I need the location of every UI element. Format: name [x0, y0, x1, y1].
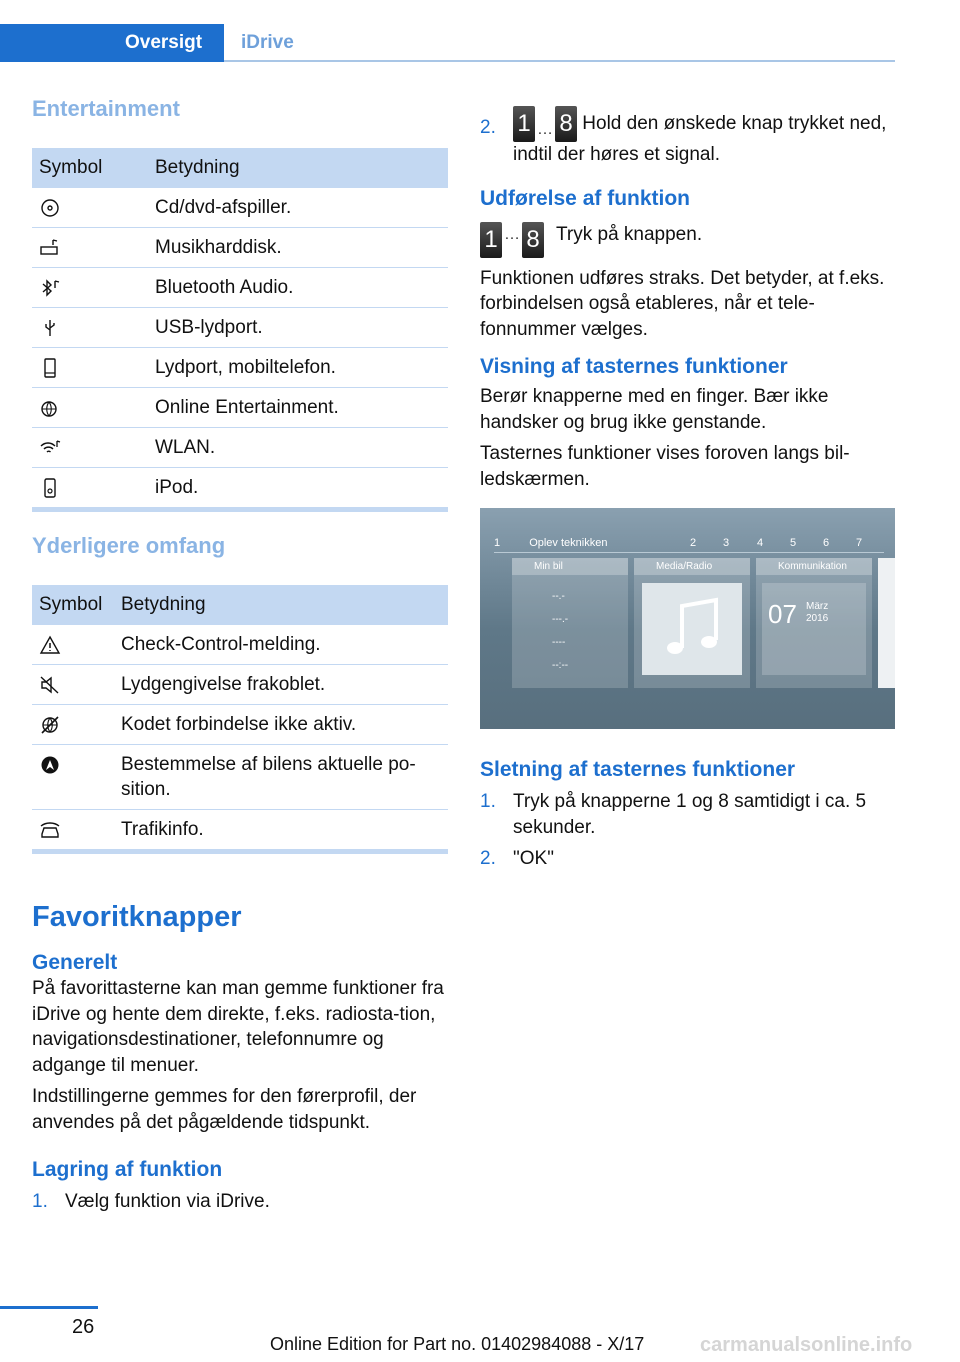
- mobile-phone-icon: [39, 358, 61, 378]
- list-text: Tryk på knapperne 1 og 8 samtidigt i ca. 5 sekunder.: [513, 791, 867, 838]
- bar-number: 5: [790, 537, 797, 549]
- encrypted-off-icon: [39, 715, 61, 735]
- row-text: iPod.: [148, 468, 448, 510]
- table-row: [32, 705, 448, 745]
- col-meaning: Betydning: [148, 148, 448, 188]
- tile-value: ----: [552, 637, 566, 648]
- bluetooth-audio-icon: [39, 278, 61, 298]
- traffic-info-icon: [39, 820, 61, 840]
- key-dots: …: [504, 225, 520, 243]
- tile-kommunikation: [756, 558, 872, 688]
- favorites-title: Favoritknapper: [32, 901, 242, 933]
- wlan-icon: [39, 438, 61, 458]
- table-row: [32, 810, 448, 852]
- exec-title: Udførelse af funktion: [480, 186, 691, 210]
- ipod-icon: [39, 478, 61, 498]
- album-art: [642, 583, 742, 675]
- next-tile: [878, 558, 895, 688]
- col-symbol: Symbol: [32, 585, 114, 625]
- show-title: Visning af tasternes funktioner: [480, 355, 788, 378]
- show-paragraph-2: Tasternes funktioner vises foroven langs bil-ledskærmen.: [480, 443, 850, 490]
- edition-text: Online Edition for Part no. 01402984088 - X/17: [270, 1334, 645, 1354]
- list-number: 2.: [480, 117, 496, 138]
- position-icon: [39, 755, 61, 775]
- music-note-icon: [662, 596, 722, 662]
- bar-number: 2: [690, 537, 697, 549]
- footer-line: [0, 1306, 98, 1309]
- tile-title: Kommunikation: [756, 558, 872, 575]
- tile-value: ---.-: [552, 614, 569, 625]
- table-row: [32, 745, 448, 810]
- left-column: [32, 95, 448, 1215]
- entertainment-table: [32, 148, 448, 512]
- row-text: Lydport, mobiltelefon.: [148, 348, 448, 388]
- extra-title: Yderligere omfang: [32, 533, 226, 558]
- key-button-1: 1: [513, 106, 535, 142]
- list-item: [32, 1189, 448, 1215]
- favorites-bar: [494, 533, 884, 553]
- speaker-muted-icon: [39, 675, 61, 695]
- calendar-widget: [762, 583, 866, 675]
- key-button-8: 8: [555, 106, 577, 142]
- table-row: [32, 428, 448, 468]
- exec-row: [480, 222, 896, 258]
- tab-idrive[interactable]: iDrive: [241, 32, 294, 53]
- col-meaning: Betydning: [114, 585, 448, 625]
- delete-title: Sletning af tasternes funktioner: [480, 758, 796, 781]
- warning-icon: [39, 635, 61, 655]
- list-text: Hold den ønskede knap trykket ned, indtil der høres et signal.: [513, 113, 887, 165]
- entertainment-title: Entertainment: [32, 96, 180, 121]
- exec-text: Tryk på knappen.: [556, 223, 703, 245]
- list-number: 1.: [480, 791, 496, 812]
- key-button-8: 8: [522, 222, 544, 258]
- table-header-row: [32, 585, 448, 625]
- row-text: Cd/dvd-afspiller.: [148, 188, 448, 228]
- table-row: [32, 188, 448, 228]
- bar-label: Oplev teknikken: [529, 537, 608, 549]
- col-symbol: Symbol: [32, 148, 148, 188]
- save-title: Lagring af funktion: [32, 1158, 223, 1181]
- list-number: 1.: [32, 1191, 48, 1212]
- table-row: [32, 388, 448, 428]
- idrive-screen-image: [480, 508, 895, 729]
- extra-table: [32, 585, 448, 854]
- tile-value: --:--: [552, 660, 569, 671]
- row-text: Kodet forbindelse ikke aktiv.: [114, 705, 448, 745]
- online-entertainment-icon: [39, 398, 61, 418]
- tile-value: --.-: [552, 591, 565, 602]
- header-bar: [0, 24, 895, 62]
- list-number: 2.: [480, 848, 496, 869]
- list-text: Vælg funktion via iDrive.: [65, 1191, 270, 1212]
- exec-paragraph: Funktionen udføres straks. Det betyder, at f.eks. forbindelsen også etableres, når et tele-fonnummer vælges.: [480, 267, 885, 340]
- row-text: Bluetooth Audio.: [148, 268, 448, 308]
- row-text: Bestemmelse af bilens aktuelle po- sition.: [114, 745, 448, 810]
- bar-number: 1: [494, 537, 501, 549]
- row-text: Trafikinfo.: [114, 810, 448, 852]
- watermark: carmanualsonline.info: [700, 1334, 913, 1356]
- list-text: "OK": [513, 848, 554, 869]
- key-dots: …: [537, 120, 553, 138]
- row-text: Online Entertainment.: [148, 388, 448, 428]
- tab-oversigt[interactable]: Oversigt: [0, 24, 224, 62]
- bar-number: 3: [723, 537, 730, 549]
- calendar-day: 07: [768, 599, 797, 629]
- tile-values: [512, 575, 628, 677]
- tile-title: Media/Radio: [634, 558, 750, 575]
- general-title: Generelt: [32, 951, 118, 974]
- table-row: [32, 625, 448, 665]
- row-text: Musikharddisk.: [148, 228, 448, 268]
- calendar-month: März: [806, 601, 829, 612]
- usb-icon: [39, 318, 61, 338]
- row-text: USB-lydport.: [148, 308, 448, 348]
- bar-number: 4: [757, 537, 764, 549]
- list-item: [480, 106, 896, 168]
- table-row: [32, 228, 448, 268]
- calendar-year: 2016: [806, 613, 829, 624]
- general-paragraph-1: På favorittasterne kan man gemme funktioner fra iDrive og hente dem direkte, f.eks. radiosta-tion, navigationsdestinationer, telefonnumre og adgange til menuer.: [32, 978, 444, 1076]
- bar-number: 7: [856, 537, 863, 549]
- list-item: [480, 789, 896, 840]
- right-column: [480, 110, 896, 872]
- tile-min-bil: [512, 558, 628, 688]
- table-header-row: [32, 148, 448, 188]
- row-text: WLAN.: [148, 428, 448, 468]
- table-row: [32, 308, 448, 348]
- table-row: [32, 468, 448, 510]
- show-paragraph-1: Berør knapperne med en finger. Bær ikke handsker og brug ikke genstande.: [480, 386, 829, 433]
- harddisk-music-icon: [39, 238, 61, 258]
- general-paragraph-2: Indstillingerne gemmes for den førerprofil, der anvendes på det pågældende tidspunkt.: [32, 1086, 417, 1133]
- table-row: [32, 348, 448, 388]
- page-number: 26: [72, 1316, 95, 1338]
- table-row: [32, 268, 448, 308]
- table-row: [32, 665, 448, 705]
- tile-title: Min bil: [512, 558, 628, 575]
- row-text: Lydgengivelse frakoblet.: [114, 665, 448, 705]
- row-text: Check-Control-melding.: [114, 625, 448, 665]
- disc-icon: [39, 198, 61, 218]
- tile-media-radio: [634, 558, 750, 688]
- list-item: [480, 846, 896, 872]
- key-button-1: 1: [480, 222, 502, 258]
- bar-number: 6: [823, 537, 830, 549]
